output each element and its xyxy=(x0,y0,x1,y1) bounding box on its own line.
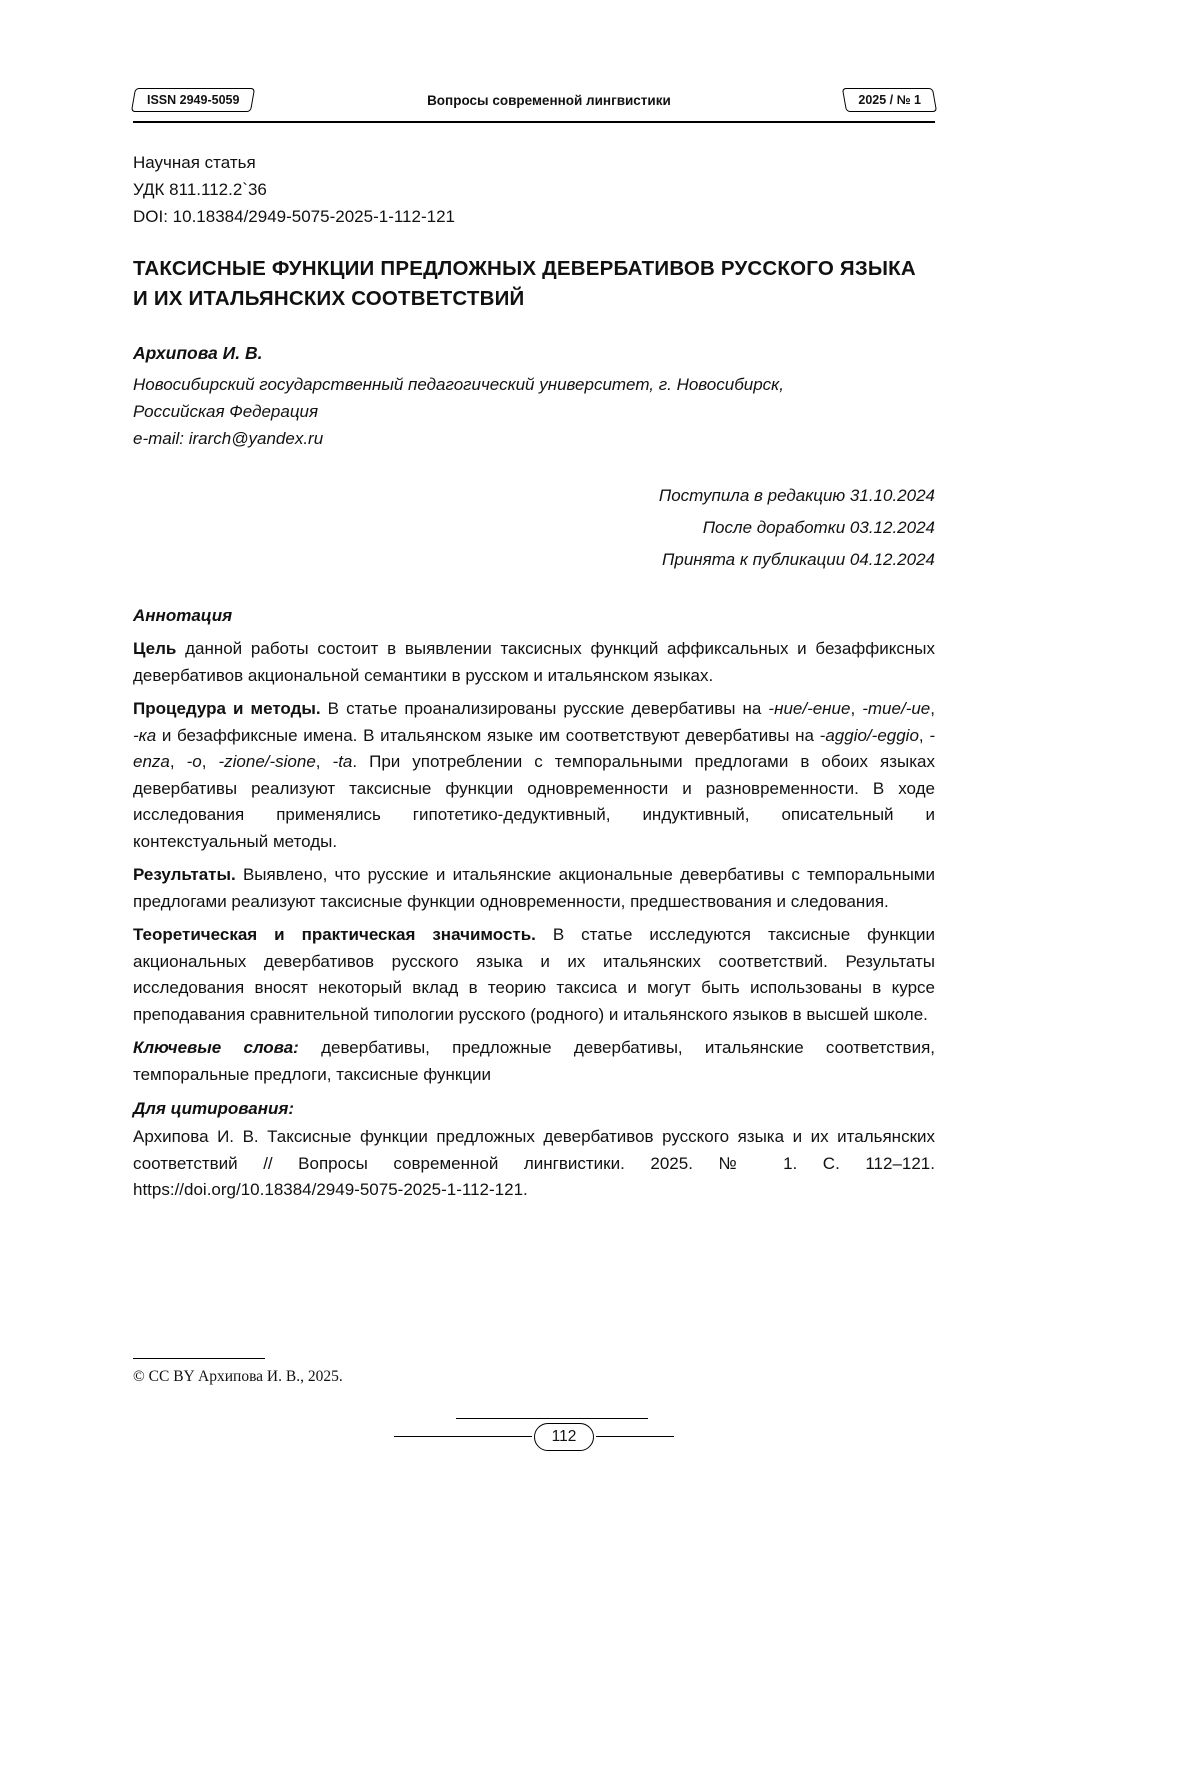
abstract-heading: Аннотация xyxy=(133,606,233,625)
keywords-paragraph: Ключевые слова: девербативы, предложные девербативы, итальянские соответствия, темпоральные предлоги, таксисные функции xyxy=(133,1038,935,1084)
issue-badge xyxy=(844,88,935,112)
date-received: Поступила в редакцию 31.10.2024 xyxy=(658,486,935,505)
page-number-ornament xyxy=(334,1418,734,1451)
page-number-top-rule xyxy=(456,1418,648,1419)
copyright-text: © CC BY Архипова И. В., 2025. xyxy=(133,1368,343,1385)
citation-text: Архипова И. В. Таксисные функции предложных девербативов русского языка и их итальянских соответствий // Вопросы современной лингвистики. 2025. № 1. С. 112–121. https://doi.org/10.18384/2949-5075-2025-1-112-121. xyxy=(133,1127,935,1199)
abstract-paragraph-goal: Цель данной работы состоит в выявлении таксисных функций аффиксальных и безаффиксных девербативов акциональной семантики в русском и итальянском языках. xyxy=(133,639,935,685)
affiliation-block xyxy=(133,371,935,452)
date-accepted: Принята к публикации 04.12.2024 xyxy=(662,550,935,569)
abstract-paragraph-methods: Процедура и методы. В статье проанализированы русские девербативы на -ние/-ение, -тие/-ие, -ка и безаффиксные имена. В итальянском языке им соответствуют девербативы на -aggio/-eggio, -enza, -o, -zione/-sione, -ta. При употреблении с темпоральными предлогами в обоих языках девербативы реализуют таксисные функции одновременности и разновременности. В ходе исследования применялись гипотетико-дедуктивный, индуктивный, описательный и контекстуальный методы. xyxy=(133,699,936,851)
doi-number: DOI: 10.18384/2949-5075-2025-1-112-121 xyxy=(133,207,455,226)
footnote-rule xyxy=(133,1358,265,1359)
issn-badge xyxy=(133,88,253,112)
copyright-footnote xyxy=(133,1358,733,1386)
page-number: 112 xyxy=(534,1423,595,1451)
issue-label: 2025 / № 1 xyxy=(858,93,921,107)
issn-label: ISSN 2949-5059 xyxy=(147,93,240,107)
affiliation-line: Российская Федерация xyxy=(133,402,319,421)
citation-heading: Для цитирования: xyxy=(133,1099,295,1118)
affiliation-line: Новосибирский государственный педагогический университет, г. Новосибирск, xyxy=(133,375,784,394)
submission-dates xyxy=(133,480,935,576)
journal-header xyxy=(133,88,935,123)
journal-title: Вопросы современной лингвистики xyxy=(427,92,671,108)
abstract-paragraph-results: Результаты. Выявлено, что русские и итальянские акциональные девербативы с темпоральными предлогами реализуют таксисные функции одновременности, предшествования и следования. xyxy=(133,865,935,911)
page-number-right-rule xyxy=(596,1436,674,1437)
article-meta xyxy=(133,149,935,230)
author-email: e-mail: irarch@yandex.ru xyxy=(133,429,324,448)
article-type: Научная статья xyxy=(133,153,256,172)
udk-number: УДК 811.112.2`36 xyxy=(133,180,267,199)
abstract-paragraph-significance: Теоретическая и практическая значимость. В статье исследуются таксисные функции акциональных девербативов русского языка и их итальянских соответствий. Результаты исследования вносят некоторый вклад в теорию таксиса и могут быть использованы в курсе преподавания сравнительной типологии русского (родного) и итальянского языков в высшей школе. xyxy=(133,925,935,1024)
author-name: Архипова И. В. xyxy=(133,343,263,363)
page-number-left-rule xyxy=(394,1436,532,1437)
article-title: ТАКСИСНЫЕ ФУНКЦИИ ПРЕДЛОЖНЫХ ДЕВЕРБАТИВОВ РУССКОГО ЯЗЫКА И ИХ ИТАЛЬЯНСКИХ СООТВЕТСТВИЙ xyxy=(133,257,916,310)
date-revised: После доработки 03.12.2024 xyxy=(702,518,935,537)
